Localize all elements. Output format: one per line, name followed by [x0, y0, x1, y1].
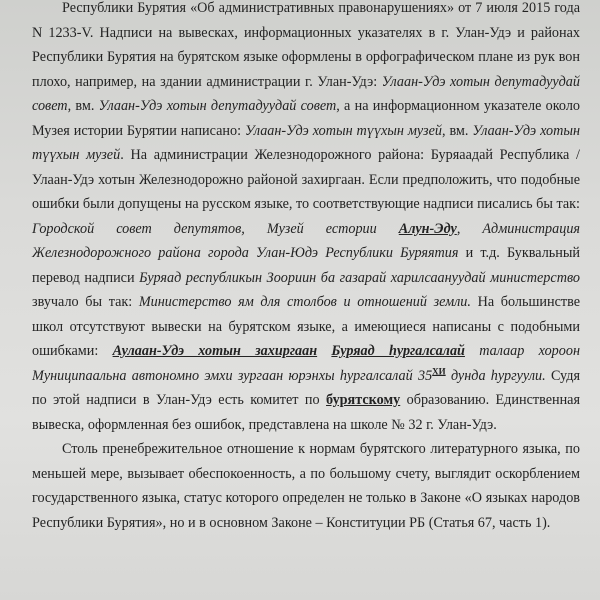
italic-sign-text: дунда һургуули.	[445, 367, 546, 384]
italic-translation-text: Министерство ям для столбов и отношений земли.	[138, 294, 471, 310]
paragraph-2: Столь пренебрежительное отношение к нормам бурятского литературного языка, по меньшей мере, вызывает обеспокоенность, а по большому счету, выглядит оскорблением государственного языка, статус которого определен не только в Законе «О языках народов Республики Бурятия», но и в основном Законе – Конституции РБ (Статья 67, часть 1).	[32, 441, 580, 531]
text-run: Судя по этой надписи в Улан-Удэ есть комитет по	[32, 367, 580, 408]
text-run: звучало бы так:	[32, 294, 139, 310]
italic-sign-text: Буряад республикын Зоориин ба газарай харилсаануудай министерство	[139, 269, 581, 286]
text-run: , вм.	[67, 98, 99, 114]
text-run	[377, 221, 399, 237]
text-run: образованию. Единственная вывеска, оформленная без ошибок, представлена на школе № 32 г. Улан-Удэ.	[32, 392, 581, 433]
bold-underlined-example: Алун-Эду	[398, 220, 457, 237]
text-run	[465, 343, 479, 359]
paragraph-1	[32, 0, 580, 437]
document-text	[32, 0, 580, 535]
bold-underlined-sign-text: Буряад һургалсалай	[331, 343, 465, 359]
italic-correct-text: Улаан-Удэ хотын депутадуудай совет	[98, 98, 337, 114]
text-run: ,	[456, 220, 483, 237]
italic-sign-text: Улаан-Удэ хотын түүхын музей	[245, 122, 442, 139]
italic-sign-text: талаар хороон Муниципаальна автономно эмхи зургаан юрэнхы һургалсалай 35	[32, 343, 580, 384]
text-run: На большинстве школ отсутствуют вывески на бурятском языке, а имеющиеся написаны с подобными ошибками:	[32, 294, 580, 359]
text-run: Республики Бурятия «Об административных правонарушениях» от 7 июля 2015 года N 1233-V. Надписи на вывесках, информационных указателях в г. Улан-Удэ и районах Республики Бурятия на бурятском языке оформлены в орфографическом плане из рук вон плохо, например, на здании администрации г. Улан-Удэ:	[32, 0, 580, 90]
text-run	[317, 343, 331, 359]
italic-example-text: Администрация Железнодорожного района города Улан-Юдэ Республики Буряятия	[32, 220, 581, 261]
text-run: , вм.	[441, 122, 473, 139]
italic-example-text: Городской совет депутятов, Музей естории	[32, 220, 377, 237]
italic-sign-text: Улаан-Удэ хотын депутадуудай совет	[32, 73, 580, 114]
bold-underlined-sign-text: Аулаан-Удэ хотын захиргаан	[112, 343, 318, 359]
italic-correct-text: Улаан-Удэ хотын түүхын музей	[32, 122, 580, 163]
bold-underlined-word: бурятскому	[326, 392, 401, 408]
text-run: . На администрации Железнодорожного района: Буряаадай Республика / Улаан-Удэ хотын Железнодорожно районой захиргаан. Если предположить, что подобные ошибки были допущены на русском языке, то соответствующие надписи писались бы так:	[32, 147, 580, 212]
text-run: и т.д. Буквальный перевод надписи	[32, 245, 580, 286]
superscript-ordinal: ХИ	[432, 365, 446, 376]
text-run: , а на информационном указателе около Музея истории Бурятии написано:	[32, 98, 580, 139]
